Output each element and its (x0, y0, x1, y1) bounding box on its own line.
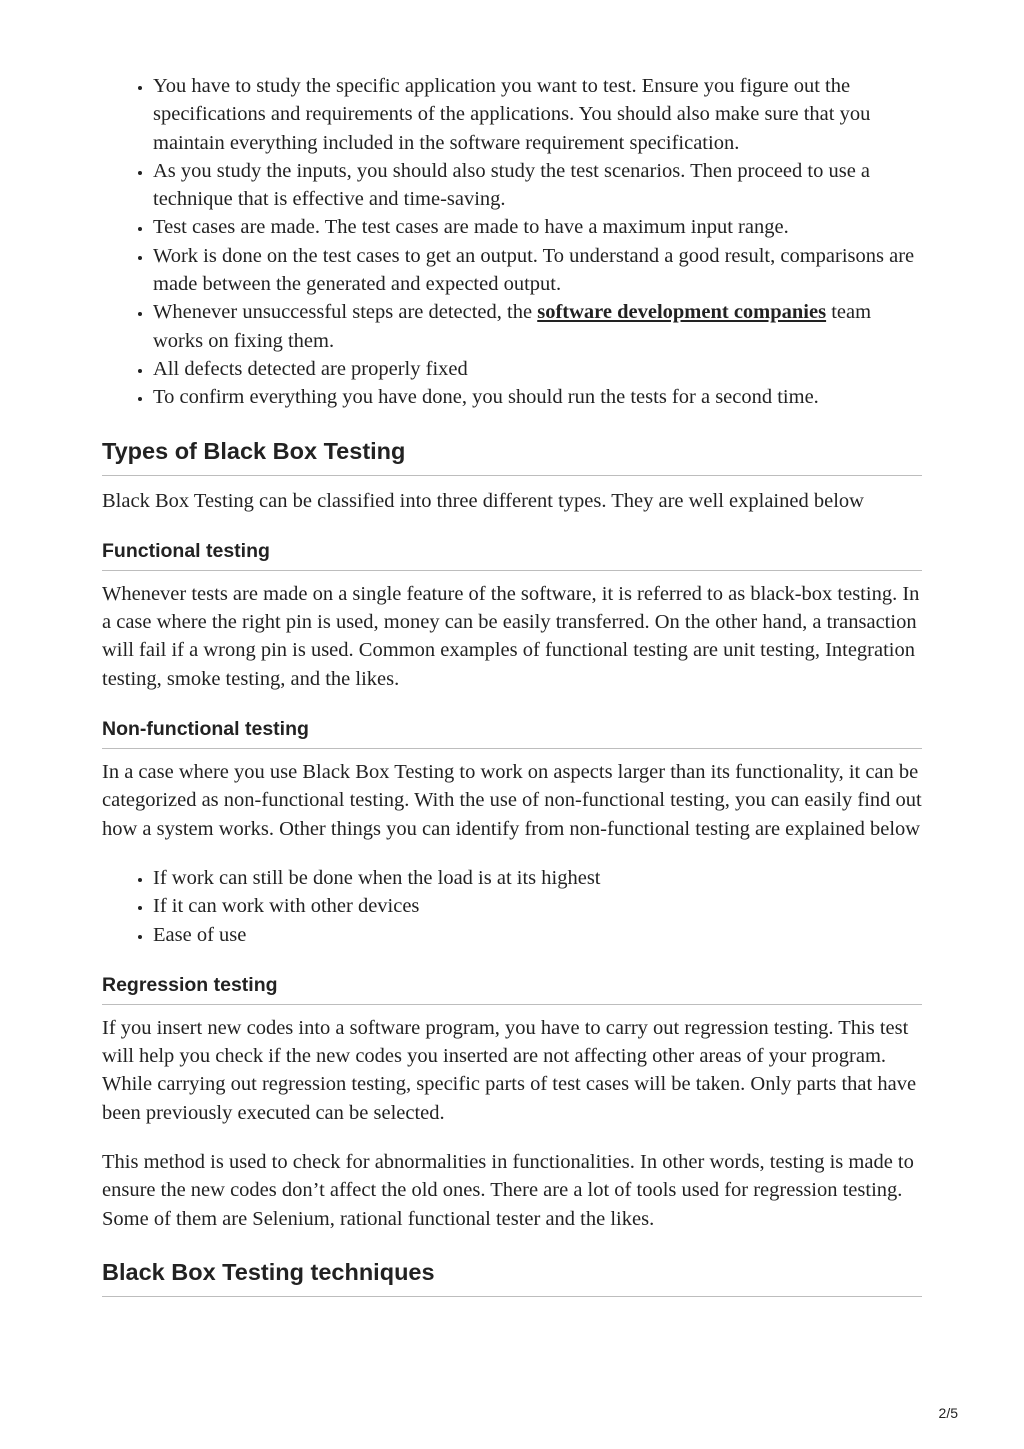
list-item: • You have to study the specific application you want to test. Ensure you figure out the specifications and requirements of the applications. You should also make sure that you maintain everything included in the software requirement specification. (153, 72, 922, 157)
list-item: • Ease of use (153, 921, 922, 949)
nonfunctional-heading: Non-functional testing (102, 717, 922, 749)
techniques-heading: Black Box Testing techniques (102, 1257, 922, 1297)
regression-body-1: If you insert new codes into a software program, you have to carry out regression testing. This test will help you check if the new codes you inserted are not affecting other areas of your program. While carrying out regression testing, specific parts of test cases will be taken. Only parts that have been previously executed can be selected. (102, 1016, 917, 1124)
nonfunctional-list (102, 864, 922, 949)
list-item-text: team works on fixing them. (153, 301, 872, 352)
regression-body-2: This method is used to check for abnormalities in functionalities. In other words, testing is made to ensure the new codes don’t affect the old ones. There are a lot of tools used for regression testing. Some of them are Selenium, rational functional tester and the likes. (102, 1151, 914, 1230)
regression-heading: Regression testing (102, 973, 922, 1005)
functional-body: Whenever tests are made on a single feature of the software, it is referred to as black-box testing. In a case where the right pin is used, money can be easily transferred. On the other hand, a transaction will fail if a wrong pin is used. Common examples of functional testing are unit testing, Integration testing, smoke testing, and the likes. (102, 582, 920, 690)
nonfunctional-body: In a case where you use Black Box Testing to work on aspects larger than its functionality, it can be categorized as non-functional testing. With the use of non-functional testing, you can easily find out how a system works. Other things you can identify from non-functional testing are explained below (102, 761, 922, 840)
steps-list (102, 72, 922, 412)
list-item-text: Whenever unsuccessful steps are detected, the (153, 301, 538, 324)
list-item: • If work can still be done when the load is at its highest (153, 864, 922, 892)
list-item (153, 298, 922, 355)
functional-heading: Functional testing (102, 539, 922, 571)
types-heading: Types of Black Box Testing (102, 436, 922, 476)
list-item: • Work is done on the test cases to get an output. To understand a good result, comparisons are made between the generated and expected output. (153, 242, 922, 299)
list-item: • If it can work with other devices (153, 892, 922, 920)
article-content (102, 72, 922, 1297)
list-item: • All defects detected are properly fixed (153, 355, 922, 383)
list-item: • As you study the inputs, you should also study the test scenarios. Then proceed to use a technique that is effective and time-saving. (153, 157, 922, 214)
list-item: • To confirm everything you have done, you should run the tests for a second time. (153, 383, 922, 411)
types-intro: Black Box Testing can be classified into three different types. They are well explained below (102, 489, 864, 512)
list-item: • Test cases are made. The test cases are made to have a maximum input range. (153, 213, 922, 241)
page-number: 2/5 (938, 1405, 958, 1421)
software-development-companies-link[interactable]: software development companies (537, 301, 827, 324)
